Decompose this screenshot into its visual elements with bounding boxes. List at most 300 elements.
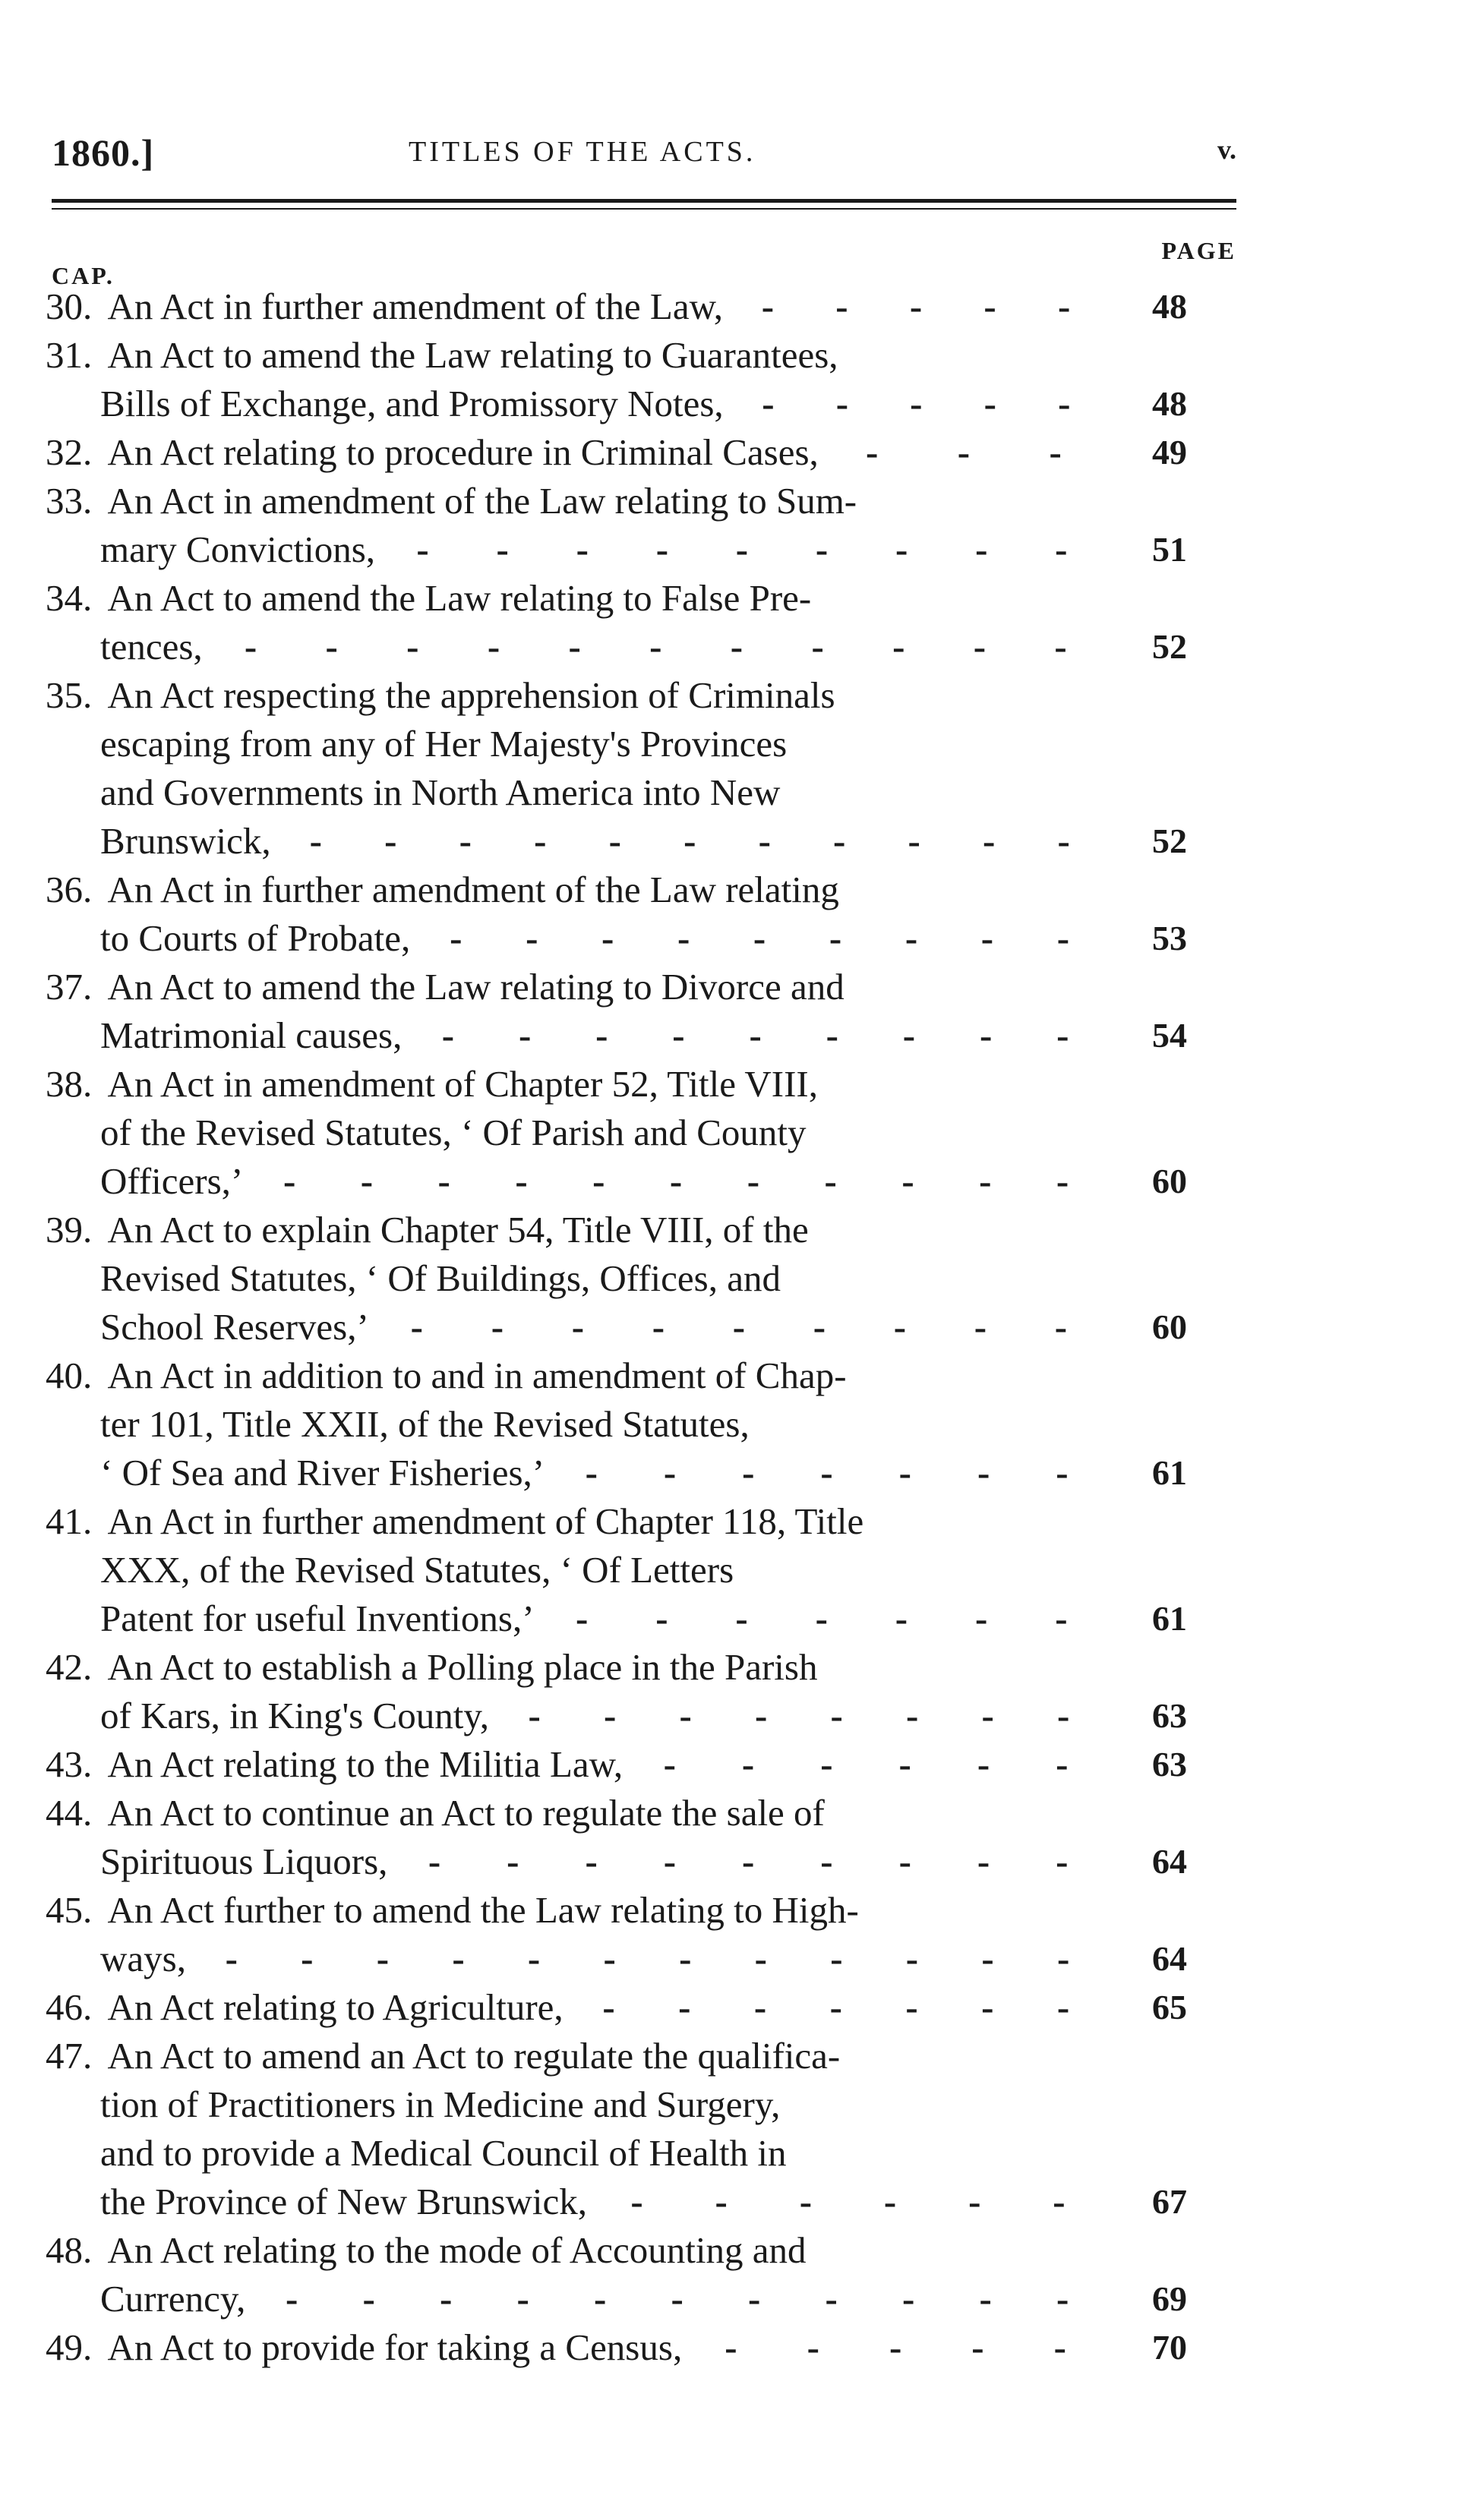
leader-dash: -	[893, 1306, 907, 1348]
leader-dash: -	[735, 1597, 748, 1639]
leader-dash: -	[663, 1452, 677, 1493]
leader-dash: -	[753, 1986, 767, 2028]
header-title: TITLES OF THE ACTS.	[409, 136, 756, 168]
act-page-number: 61	[1152, 1453, 1187, 1492]
leader-dash: -	[975, 528, 988, 570]
leader-dash: -	[815, 1597, 828, 1639]
act-title-line	[46, 866, 1109, 914]
act-page-number: 49	[1152, 433, 1187, 472]
leader-dash: -	[762, 383, 775, 424]
leader-dash: -	[815, 528, 829, 570]
act-page-number: 60	[1152, 1307, 1187, 1346]
act-title-text: the Province of New Brunswick,	[100, 2181, 587, 2222]
column-heading-page: PAGE	[1161, 237, 1236, 264]
leader-dash: -	[807, 2326, 819, 2368]
act-entry	[46, 866, 1261, 963]
act-title-text: escaping from any of Her Majesty's Provinces	[100, 723, 788, 765]
leader-dash: -	[309, 820, 322, 862]
leader-dash: -	[604, 1695, 617, 1736]
act-title-text: Bills of Exchange, and Promissory Notes,	[100, 383, 724, 424]
act-title-line	[46, 671, 1109, 720]
leader-dash: -	[825, 2278, 838, 2320]
act-title	[46, 2226, 1109, 2323]
leader-dash: -	[301, 1938, 314, 1979]
chapter-number: 31.	[46, 334, 93, 376]
leader-dash: -	[979, 1160, 992, 1202]
act-page-number: 54	[1152, 1016, 1187, 1055]
header-page-number: v.	[1217, 134, 1236, 165]
leader-dash: -	[1053, 2326, 1066, 2368]
act-title-line	[46, 380, 1109, 428]
act-title-line	[46, 1497, 1109, 1546]
act-entry	[46, 1497, 1261, 1643]
act-title	[46, 1983, 1109, 2032]
leader-dash: -	[663, 1743, 676, 1785]
act-title-text: Officers,’	[100, 1160, 244, 1202]
act-title	[46, 574, 1109, 671]
leader-dash: -	[683, 820, 696, 862]
leader-dash: -	[811, 626, 824, 667]
leader-dash: -	[968, 2181, 981, 2222]
chapter-number: 32.	[46, 431, 93, 473]
act-title-line	[46, 2080, 1109, 2129]
act-title-line	[46, 963, 1109, 1011]
leader-dash: -	[1056, 1986, 1070, 2028]
act-title-text: School Reserves,’	[100, 1306, 369, 1348]
leader-dash: -	[410, 1306, 423, 1348]
leader-dash: -	[835, 285, 848, 327]
leader-dash: -	[534, 820, 547, 862]
leader-dash: -	[285, 2278, 298, 2320]
act-entry	[46, 1206, 1261, 1351]
act-title-line	[46, 2129, 1109, 2178]
act-title-text: ways,	[100, 1938, 186, 1979]
act-title	[46, 1643, 1109, 1740]
act-title-line	[46, 720, 1109, 768]
leader-dash: -	[732, 1306, 746, 1348]
act-title-line	[46, 1351, 1109, 1400]
leader-dash: -	[575, 1597, 589, 1639]
act-title-line	[46, 477, 1109, 525]
act-title-line	[46, 1254, 1109, 1303]
act-title-text: An Act respecting the apprehension of Criminals	[107, 674, 835, 716]
leader-dash: -	[652, 1306, 665, 1348]
leader-dash: -	[1056, 1938, 1070, 1979]
leader-dash: -	[225, 1938, 238, 1979]
act-title	[46, 331, 1109, 428]
act-entry	[46, 1983, 1261, 2032]
leader-dash: -	[901, 2278, 915, 2320]
dot-leader	[489, 1692, 1109, 1740]
leader-dash: -	[909, 285, 923, 327]
act-title-line	[46, 2178, 1109, 2226]
act-entry	[46, 1060, 1261, 1206]
act-title-line	[46, 817, 1109, 866]
leader-dash: -	[528, 1695, 541, 1736]
dot-leader	[402, 1011, 1109, 1060]
act-title-text: An Act relating to the Militia Law,	[107, 1743, 624, 1785]
act-title	[46, 866, 1109, 963]
leader-dash: -	[741, 1743, 755, 1785]
act-title-text: An Act in further amendment of Chapter 118, Title	[107, 1500, 864, 1542]
chapter-number: 48.	[46, 2229, 93, 2271]
chapter-number: 37.	[46, 966, 93, 1008]
act-title	[46, 671, 1109, 866]
dot-leader	[203, 623, 1109, 671]
leader-dash: -	[649, 626, 662, 667]
leader-dash: -	[889, 2326, 902, 2368]
header-rule-thin	[52, 208, 1236, 210]
chapter-number: 33.	[46, 480, 93, 522]
leader-dash: -	[980, 917, 994, 959]
act-title-text: An Act to amend an Act to regulate the qualifica-	[107, 2035, 841, 2077]
act-entry	[46, 1789, 1261, 1886]
leader-dash: -	[406, 626, 419, 667]
act-title	[46, 1060, 1109, 1206]
leader-dash: -	[450, 917, 462, 959]
act-title-text: ter 101, Title XXII, of the Revised Statutes,	[100, 1403, 750, 1445]
chapter-number: 39.	[46, 1209, 93, 1251]
act-entry	[46, 282, 1261, 331]
leader-dash: -	[679, 1695, 692, 1736]
leader-dash: -	[608, 820, 621, 862]
leader-dash: -	[1049, 431, 1062, 473]
leader-dash: -	[742, 1452, 755, 1493]
act-title-line	[46, 1060, 1109, 1109]
chapter-number: 46.	[46, 1986, 93, 2028]
act-title-text: An Act to explain Chapter 54, Title VIII, of the	[107, 1209, 809, 1251]
leader-dash: -	[576, 528, 589, 570]
act-page-number: 52	[1152, 822, 1187, 860]
dot-leader	[375, 525, 1109, 574]
act-title-line	[46, 1109, 1109, 1157]
act-entry	[46, 574, 1261, 671]
act-title-line	[46, 1594, 1109, 1643]
leader-dash: -	[244, 626, 257, 667]
leader-dash: -	[527, 1938, 541, 1979]
chapter-number: 43.	[46, 1743, 93, 1785]
leader-dash: -	[1055, 528, 1068, 570]
leader-dash: -	[753, 917, 766, 959]
leader-dash: -	[830, 1695, 843, 1736]
act-title	[46, 963, 1109, 1060]
leader-dash: -	[518, 1014, 532, 1056]
leader-dash: -	[977, 1452, 990, 1493]
leader-dash: -	[452, 1938, 465, 1979]
leader-dash: -	[679, 1938, 692, 1979]
act-title-text: ‘ Of Sea and River Fisheries,’	[100, 1452, 545, 1493]
act-title-text: Currency,	[100, 2278, 246, 2320]
leader-dash: -	[325, 626, 338, 667]
leader-dash: -	[585, 1452, 598, 1493]
dot-leader	[723, 282, 1109, 331]
act-page-number: 63	[1152, 1696, 1187, 1735]
leader-dash: -	[749, 1014, 762, 1056]
act-entry	[46, 1351, 1261, 1497]
dot-leader	[535, 1594, 1109, 1643]
dot-leader	[545, 1449, 1109, 1497]
act-title-text: An Act further to amend the Law relating to High-	[107, 1889, 859, 1931]
leader-dash: -	[441, 1014, 455, 1056]
leader-dash: -	[983, 285, 996, 327]
leader-dash: -	[981, 1695, 994, 1736]
dot-leader	[245, 2275, 1109, 2323]
act-entry	[46, 428, 1261, 477]
leader-dash: -	[362, 2278, 375, 2320]
act-title-text: Revised Statutes, ‘ Of Buildings, Offices, and	[100, 1257, 781, 1299]
leader-dash: -	[601, 917, 614, 959]
page-header	[52, 131, 1236, 191]
act-title-line	[46, 1643, 1109, 1692]
leader-dash: -	[585, 1840, 598, 1882]
act-page-number: 69	[1152, 2279, 1187, 2318]
leader-dash: -	[971, 2326, 984, 2368]
act-title-line	[46, 1157, 1109, 1206]
leader-dash: -	[898, 1840, 911, 1882]
leader-dash: -	[957, 431, 971, 473]
act-title-line	[46, 525, 1109, 574]
act-title-line	[46, 1692, 1109, 1740]
leader-dash: -	[1054, 1306, 1068, 1348]
leader-dash: -	[910, 383, 923, 424]
chapter-number: 44.	[46, 1792, 93, 1834]
act-page-number: 48	[1152, 384, 1187, 423]
leader-dash: -	[735, 528, 749, 570]
dot-leader	[369, 1303, 1109, 1351]
act-title	[46, 1206, 1109, 1351]
chapter-number: 45.	[46, 1889, 93, 1931]
chapter-number: 49.	[46, 2326, 93, 2368]
leader-dash: -	[813, 1306, 826, 1348]
leader-dash: -	[905, 1986, 918, 2028]
leader-dash: -	[829, 917, 842, 959]
leader-dash: -	[595, 1014, 608, 1056]
leader-dash: -	[655, 1597, 668, 1639]
leader-dash: -	[677, 917, 690, 959]
leader-dash: -	[895, 528, 908, 570]
act-title-line	[46, 2275, 1109, 2323]
leader-dash: -	[459, 820, 472, 862]
act-page-number: 63	[1152, 1745, 1187, 1784]
leader-dash: -	[730, 626, 743, 667]
act-title-text: An Act to continue an Act to regulate the sale of	[107, 1792, 825, 1834]
dot-leader	[819, 428, 1109, 477]
leader-dash: -	[416, 528, 429, 570]
leader-dash: -	[487, 626, 500, 667]
chapter-number: 47.	[46, 2035, 93, 2077]
chapter-number: 38.	[46, 1063, 93, 1105]
act-title-line	[46, 1983, 1109, 2032]
header-rule-thick	[52, 199, 1236, 203]
act-entry	[46, 1740, 1261, 1789]
dot-leader	[271, 817, 1109, 866]
leader-dash: -	[895, 1597, 908, 1639]
act-title-line	[46, 1837, 1109, 1886]
dot-leader	[186, 1935, 1109, 1983]
leader-dash: -	[904, 917, 918, 959]
leader-dash: -	[1056, 1452, 1069, 1493]
act-page-number: 70	[1152, 2328, 1187, 2367]
act-title-line	[46, 1011, 1109, 1060]
act-title	[46, 1886, 1109, 1983]
act-title-line	[46, 1789, 1109, 1837]
leader-dash: -	[830, 1938, 843, 1979]
leader-dash: -	[824, 1160, 837, 1202]
leader-dash: -	[669, 1160, 683, 1202]
chapter-number: 36.	[46, 869, 93, 910]
leader-dash: -	[977, 1840, 990, 1882]
leader-dash: -	[973, 626, 987, 667]
act-entry	[46, 331, 1261, 428]
act-title-line	[46, 1206, 1109, 1254]
act-title-line	[46, 1400, 1109, 1449]
act-title-line	[46, 2226, 1109, 2275]
act-title-text: Spirituous Liquors,	[100, 1840, 388, 1882]
leader-dash: -	[593, 2278, 607, 2320]
act-title-text: An Act relating to the mode of Accounting and	[107, 2229, 807, 2271]
leader-dash: -	[908, 820, 920, 862]
leader-dash: -	[1056, 917, 1070, 959]
leader-dash: -	[283, 1160, 296, 1202]
act-title-line	[46, 1935, 1109, 1983]
act-title-line	[46, 768, 1109, 817]
leader-dash: -	[755, 1695, 768, 1736]
act-title	[46, 428, 1109, 477]
leader-dash: -	[376, 1938, 390, 1979]
leader-dash: -	[820, 1840, 833, 1882]
leader-dash: -	[981, 1938, 994, 1979]
leader-dash: -	[592, 1160, 605, 1202]
act-title-line	[46, 2323, 1109, 2372]
act-title-text: Matrimonial causes,	[100, 1014, 403, 1056]
leader-dash: -	[820, 1743, 833, 1785]
leader-dash: -	[898, 1452, 911, 1493]
leader-dash: -	[571, 1306, 585, 1348]
act-title-text: An Act to amend the Law relating to False Pre-	[107, 577, 812, 619]
leader-dash: -	[360, 1160, 374, 1202]
act-title-line	[46, 428, 1109, 477]
act-title-line	[46, 282, 1109, 331]
leader-dash: -	[1056, 2278, 1069, 2320]
act-title-text: An Act to establish a Polling place in the Parish	[107, 1646, 818, 1688]
act-title-text: Brunswick,	[100, 820, 271, 862]
leader-dash: -	[902, 1014, 916, 1056]
leader-dash: -	[979, 1014, 993, 1056]
leader-dash: -	[820, 1452, 833, 1493]
leader-dash: -	[1056, 1840, 1069, 1882]
leader-dash: -	[439, 2278, 453, 2320]
act-title	[46, 1497, 1109, 1643]
act-title-text: and to provide a Medical Council of Health in	[100, 2132, 787, 2174]
leader-dash: -	[507, 1840, 519, 1882]
leader-dash: -	[437, 1160, 450, 1202]
act-title-line	[46, 574, 1109, 623]
leader-dash: -	[1055, 1597, 1068, 1639]
leader-dash: -	[428, 1840, 441, 1882]
act-title-text: tion of Practitioners in Medicine and Surgery,	[100, 2083, 781, 2125]
act-page-number: 64	[1152, 1939, 1187, 1978]
leader-dash: -	[1053, 2181, 1065, 2222]
act-title-text: An Act to amend the Law relating to Divorce and	[107, 966, 844, 1008]
leader-dash: -	[603, 1938, 616, 1979]
act-title-line	[46, 1886, 1109, 1935]
leader-dash: -	[491, 1306, 504, 1348]
act-title-text: An Act in amendment of Chapter 52, Title VIII,	[107, 1063, 818, 1105]
act-page-number: 64	[1152, 1842, 1187, 1881]
act-title	[46, 282, 1109, 331]
leader-dash: -	[568, 626, 581, 667]
acts-list	[46, 282, 1261, 2372]
leader-dash: -	[898, 1743, 911, 1785]
act-entry	[46, 2032, 1261, 2226]
leader-dash: -	[630, 2181, 643, 2222]
act-title-line	[46, 1740, 1109, 1789]
header-year: 1860.]	[52, 131, 155, 174]
act-title-text: An Act to provide for taking a Census,	[107, 2326, 683, 2368]
leader-dash: -	[826, 1014, 838, 1056]
leader-dash: -	[761, 285, 775, 327]
act-title	[46, 1351, 1109, 1497]
dot-leader	[243, 1157, 1109, 1206]
act-entry	[46, 2226, 1261, 2323]
leader-dash: -	[835, 383, 849, 424]
act-title	[46, 2032, 1109, 2226]
leader-dash: -	[906, 1695, 919, 1736]
act-title-text: to Courts of Probate,	[100, 917, 411, 959]
leader-dash: -	[747, 2278, 761, 2320]
dot-leader	[623, 1740, 1109, 1789]
act-title-text: An Act in further amendment of the Law relating	[107, 869, 839, 910]
dot-leader	[410, 914, 1109, 963]
leader-dash: -	[671, 2278, 683, 2320]
leader-dash: -	[1058, 285, 1071, 327]
act-title	[46, 2323, 1109, 2372]
act-entry	[46, 963, 1261, 1060]
act-title-text: An Act in addition to and in amendment of Chap-	[107, 1355, 847, 1396]
chapter-number: 42.	[46, 1646, 93, 1688]
leader-dash: -	[1056, 1014, 1069, 1056]
leader-dash: -	[747, 1160, 760, 1202]
dot-leader	[587, 2178, 1109, 2226]
act-title	[46, 477, 1109, 574]
leader-dash: -	[516, 2278, 529, 2320]
act-title-text: tences,	[100, 626, 203, 667]
leader-dash: -	[1054, 626, 1067, 667]
leader-dash: -	[901, 1160, 914, 1202]
column-heading-cap: CAP.	[52, 262, 115, 289]
act-title-text: and Governments in North America into New	[100, 771, 781, 813]
act-title-line	[46, 331, 1109, 380]
act-title-text: An Act relating to procedure in Criminal Cases,	[107, 431, 819, 473]
chapter-number: 30.	[46, 285, 93, 327]
act-title	[46, 1740, 1109, 1789]
leader-dash: -	[1058, 383, 1071, 424]
dot-leader	[724, 380, 1109, 428]
leader-dash: -	[515, 1160, 528, 1202]
leader-dash: -	[715, 2181, 728, 2222]
act-title-line	[46, 623, 1109, 671]
act-title-text: An Act in further amendment of the Law,	[107, 285, 724, 327]
act-title	[46, 1789, 1109, 1886]
leader-dash: -	[829, 1986, 842, 2028]
act-entry	[46, 1643, 1261, 1740]
leader-dash: -	[833, 820, 846, 862]
act-page-number: 51	[1152, 530, 1187, 569]
leader-dash: -	[983, 820, 996, 862]
act-title-line	[46, 914, 1109, 963]
act-page-number: 65	[1152, 1988, 1187, 2026]
act-title-text: An Act to amend the Law relating to Guarantees,	[107, 334, 838, 376]
